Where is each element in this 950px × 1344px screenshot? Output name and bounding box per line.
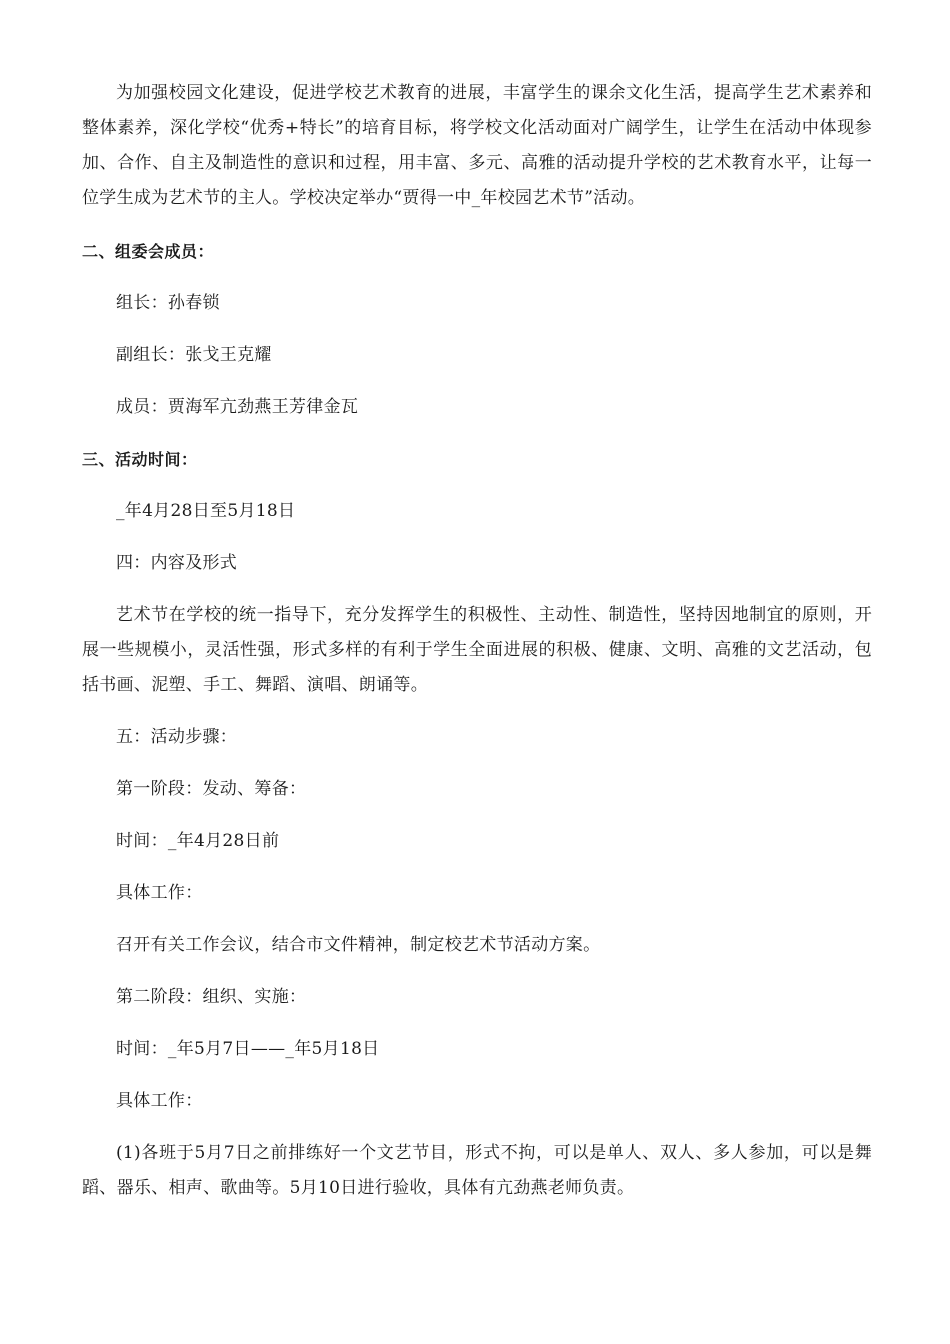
intro-paragraph: 为加强校园文化建设，促进学校艺术教育的进展，丰富学生的课余文化生活，提高学生艺术素养和整体素养，深化学校“优秀+特长”的培育目标，将学校文化活动面对广阔学生，让学生在活动中体现参加、合作、自主及制造性的意识和过程，用丰富、多元、高雅的活动提升学校的艺术教育水平，让每一位学生成为艺术节的主人。学校决定举办“贾得一中_年校园艺术节”活动。 — [82, 83, 872, 208]
section-heading-time: 三、活动时间： — [82, 450, 198, 469]
content-paragraph: 艺术节在学校的统一指导下，充分发挥学生的积极性、主动性、制造性，坚持因地制宜的原则，开展一些规模小，灵活性强，形式多样的有利于学生全面进展的积极、健康、文明、高雅的文艺活动，包括书画、泥塑、手工、舞蹈、演唱、朗诵等。 — [82, 605, 872, 695]
stage1-time: 时间：_年4月28日前 — [116, 831, 280, 851]
stage1-work: 召开有关工作会议，结合市文件精神，制定校艺术节活动方案。 — [116, 935, 601, 955]
stage1-title: 第一阶段：发动、筹备： — [116, 779, 307, 799]
section-heading-steps: 五：活动步骤： — [116, 727, 238, 747]
document-page — [82, 76, 872, 1223]
stage2-time: 时间：_年5月7日——_年5月18日 — [116, 1039, 380, 1059]
stage2-title: 第二阶段：组织、实施： — [116, 987, 307, 1007]
stage2-item-1: (1)各班于5月7日之前排练好一个文艺节目，形式不拘，可以是单人、双人、多人参加，可以是舞蹈、器乐、相声、歌曲等。5月10日进行验收，具体有亢劲燕老师负责。 — [82, 1143, 872, 1198]
stage2-work-label: 具体工作： — [116, 1091, 203, 1111]
committee-deputy: 副组长：张戈王克耀 — [116, 345, 272, 365]
committee-members: 成员：贾海军亢劲燕王芳律金瓦 — [116, 397, 359, 417]
committee-leader: 组长：孙春锁 — [116, 293, 220, 313]
section-heading-content: 四：内容及形式 — [116, 553, 238, 573]
section-heading-committee: 二、组委会成员： — [82, 242, 215, 261]
stage1-work-label: 具体工作： — [116, 883, 203, 903]
activity-time-range: _年4月28日至5月18日 — [116, 501, 296, 521]
